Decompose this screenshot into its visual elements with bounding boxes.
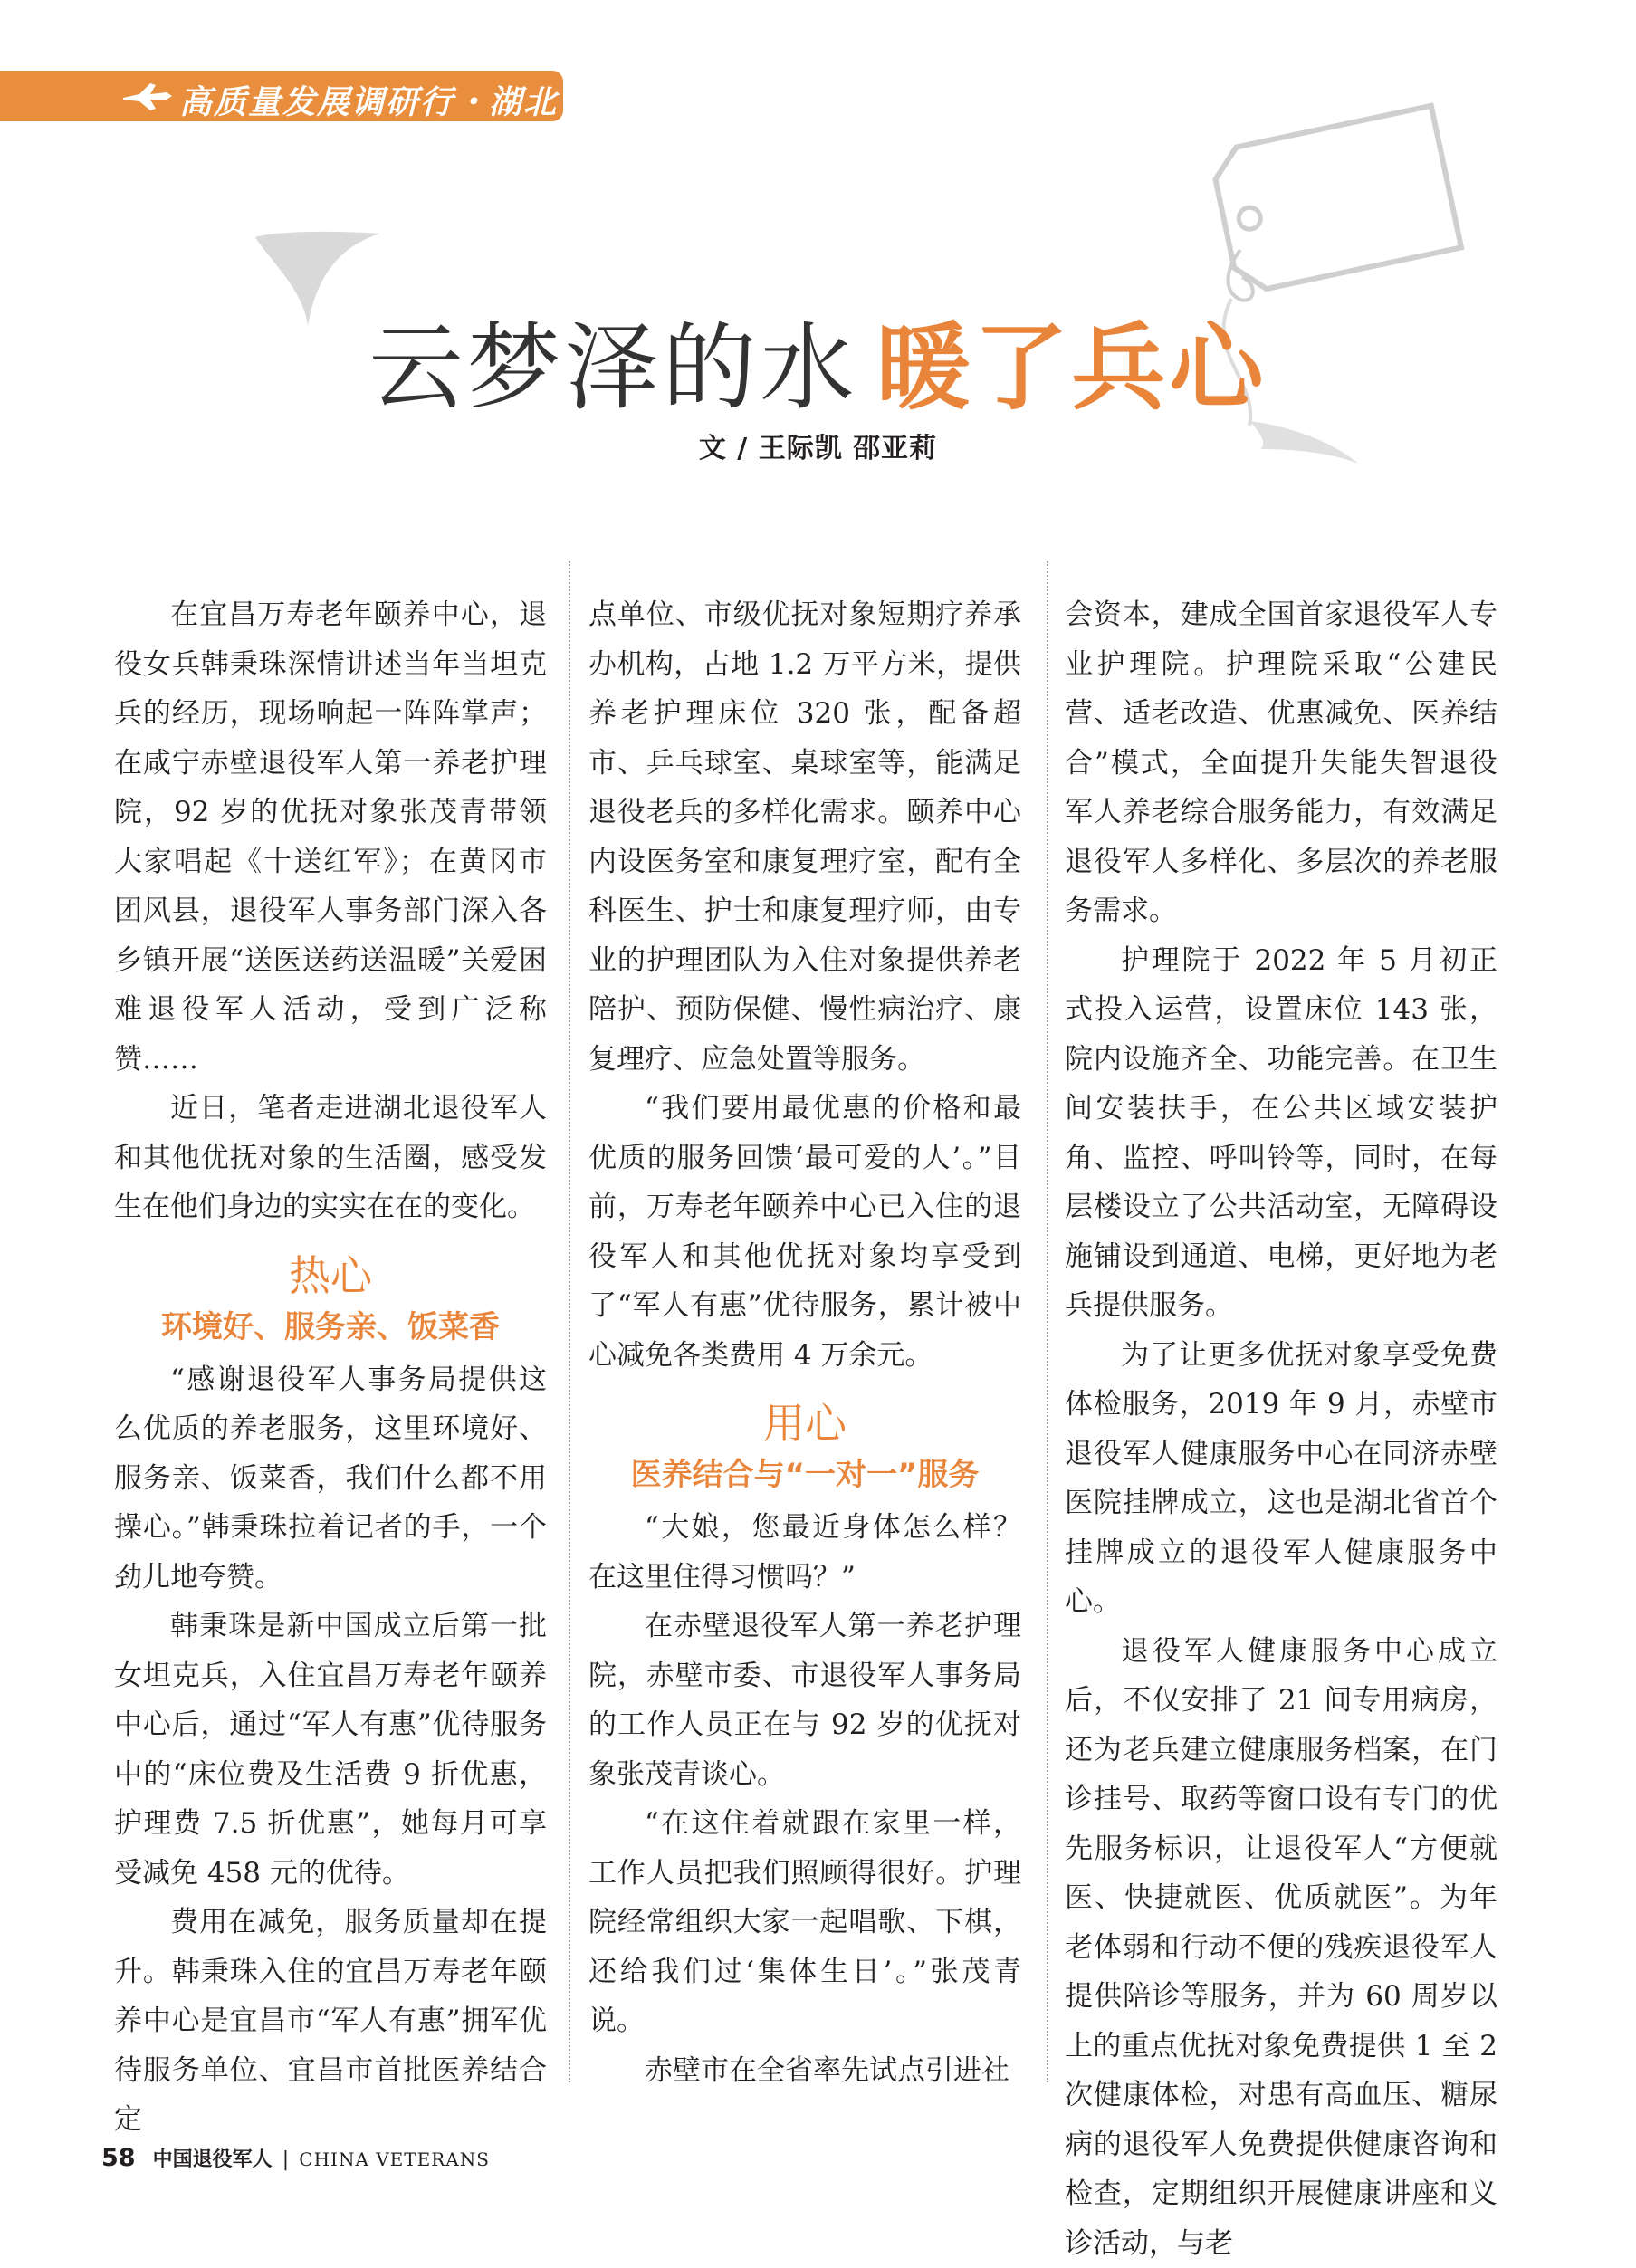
paragraph: 韩秉珠是新中国成立后第一批女坦克兵，入住宜昌万寿老年颐养中心后，通过“军人有惠”优待服务中的“床位费及生活费 9 折优惠，护理费 7.5 折优惠”，她每月可享受减免 458 元的优待。 — [114, 1602, 547, 1898]
section-title: 热心 — [114, 1249, 547, 1303]
footer-separator: | — [282, 2148, 289, 2171]
article-title — [0, 292, 1636, 427]
title-plain: 云梦泽的水 — [368, 312, 857, 423]
paragraph: 为了让更多优抚对象享受免费体检服务，2019 年 9 月，赤壁市退役军人健康服务中心在同济赤壁医院挂牌成立，这也是湖北省首个挂牌成立的退役军人健康服务中心。 — [1065, 1331, 1497, 1627]
page-footer — [101, 2144, 490, 2172]
title-accent: 暖了兵心 — [876, 312, 1268, 423]
text-column-1 — [114, 590, 547, 2145]
text-column-2 — [588, 590, 1021, 2095]
paragraph: “我们要用最优惠的价格和最优质的服务回馈‘最可爱的人’。”目前，万寿老年颐养中心已入住的退役军人和其他优抚对象均享受到了“军人有惠”优待服务，累计被中心减免各类费用 4 万余元。 — [588, 1084, 1021, 1380]
paragraph: 在赤壁退役军人第一养老护理院，赤壁市委、市退役军人事务局的工作人员正在与 92 岁的优抚对象张茂青谈心。 — [588, 1602, 1021, 1799]
text-column-3 — [1065, 590, 1497, 2268]
paragraph: “在这住着就跟在家里一样，工作人员把我们照顾得很好。护理院经常组织大家一起唱歌、下棋，还给我们过‘集体生日’。”张茂青说。 — [588, 1799, 1021, 2046]
paragraph: 费用在减免，服务质量却在提升。韩秉珠入住的宜昌万寿老年颐养中心是宜昌市“军人有惠”拥军优待服务单位、宜昌市首批医养结合定 — [114, 1898, 547, 2145]
tag-icon — [1210, 106, 1461, 294]
paragraph: 赤壁市在全省率先试点引进社 — [588, 2046, 1021, 2096]
byline: 文 / 王际凯 邵亚莉 — [0, 426, 1636, 465]
page-number: 58 — [101, 2144, 136, 2172]
paragraph: 护理院于 2022 年 5 月初正式投入运营，设置床位 143 张，院内设施齐全、功能完善。在卫生间安装扶手，在公共区域安装护角、监控、呼叫铃等，同时，在每层楼设立了公共活动室，无障碍设施铺设到通道、电梯，更好地为老兵提供服务。 — [1065, 936, 1497, 1331]
column-divider — [1047, 561, 1048, 2082]
magazine-name-en: CHINA VETERANS — [299, 2148, 490, 2170]
section-subtitle: 环境好、服务亲、饭菜香 — [114, 1303, 547, 1352]
paragraph: 退役军人健康服务中心成立后，不仅安排了 21 间专用病房，还为老兵建立健康服务档案，在门诊挂号、取药等窗口设有专门的优先服务标识，让退役军人“方便就医、快捷就医、优质就医”。为年老体弱和行动不便的残疾退役军人提供陪诊等服务，并为 60 周岁以上的重点优抚对象免费提供 1 至 2 次健康体检，对患有高血压、糖尿病的退役军人免费提供健康咨询和检查，定期组织开展健康讲座和义诊活动，与老 — [1065, 1627, 1497, 2268]
paragraph: 会资本，建成全国首家退役军人专业护理院。护理院采取“公建民营、适老改造、优惠减免、医养结合”模式，全面提升失能失智退役军人养老综合服务能力，有效满足退役军人多样化、多层次的养老服务需求。 — [1065, 590, 1497, 936]
column-divider — [569, 561, 570, 2082]
paragraph: “大娘，您最近身体怎么样？在这里住得习惯吗？” — [588, 1503, 1021, 1602]
paragraph: “感谢退役军人事务局提供这么优质的养老服务，这里环境好、服务亲、饭菜香，我们什么都不用操心。”韩秉珠拉着记者的手，一个劲儿地夸赞。 — [114, 1355, 547, 1603]
section-title: 用心 — [588, 1396, 1021, 1450]
section-subtitle: 医养结合与“一对一”服务 — [588, 1450, 1021, 1499]
paragraph: 近日，笔者走进湖北退役军人和其他优抚对象的生活圈，感受发生在他们身边的实实在在的变化。 — [114, 1084, 547, 1232]
section-label: 高质量发展调研行・湖北 — [179, 77, 558, 123]
paragraph: 点单位、市级优抚对象短期疗养承办机构，占地 1.2 万平方米，提供养老护理床位 320 张，配备超市、乒乓球室、桌球室等，能满足退役老兵的多样化需求。颐养中心内设医务室和康复理疗室，配有全科医生、护士和康复理疗师，由专业的护理团队为入住对象提供养老陪护、预防保健、慢性病治疗、康复理疗、应急处置等服务。 — [588, 590, 1021, 1084]
magazine-name: 中国退役军人 — [153, 2148, 273, 2171]
paragraph: 在宜昌万寿老年颐养中心，退役女兵韩秉珠深情讲述当年当坦克兵的经历，现场响起一阵阵掌声；在咸宁赤壁退役军人第一养老护理院，92 岁的优抚对象张茂青带领大家唱起《十送红军》；在黄冈市团风县，退役军人事务部门深入各乡镇开展“送医送药送温暖”关爱困难退役军人活动，受到广泛称赞…… — [114, 590, 547, 1084]
